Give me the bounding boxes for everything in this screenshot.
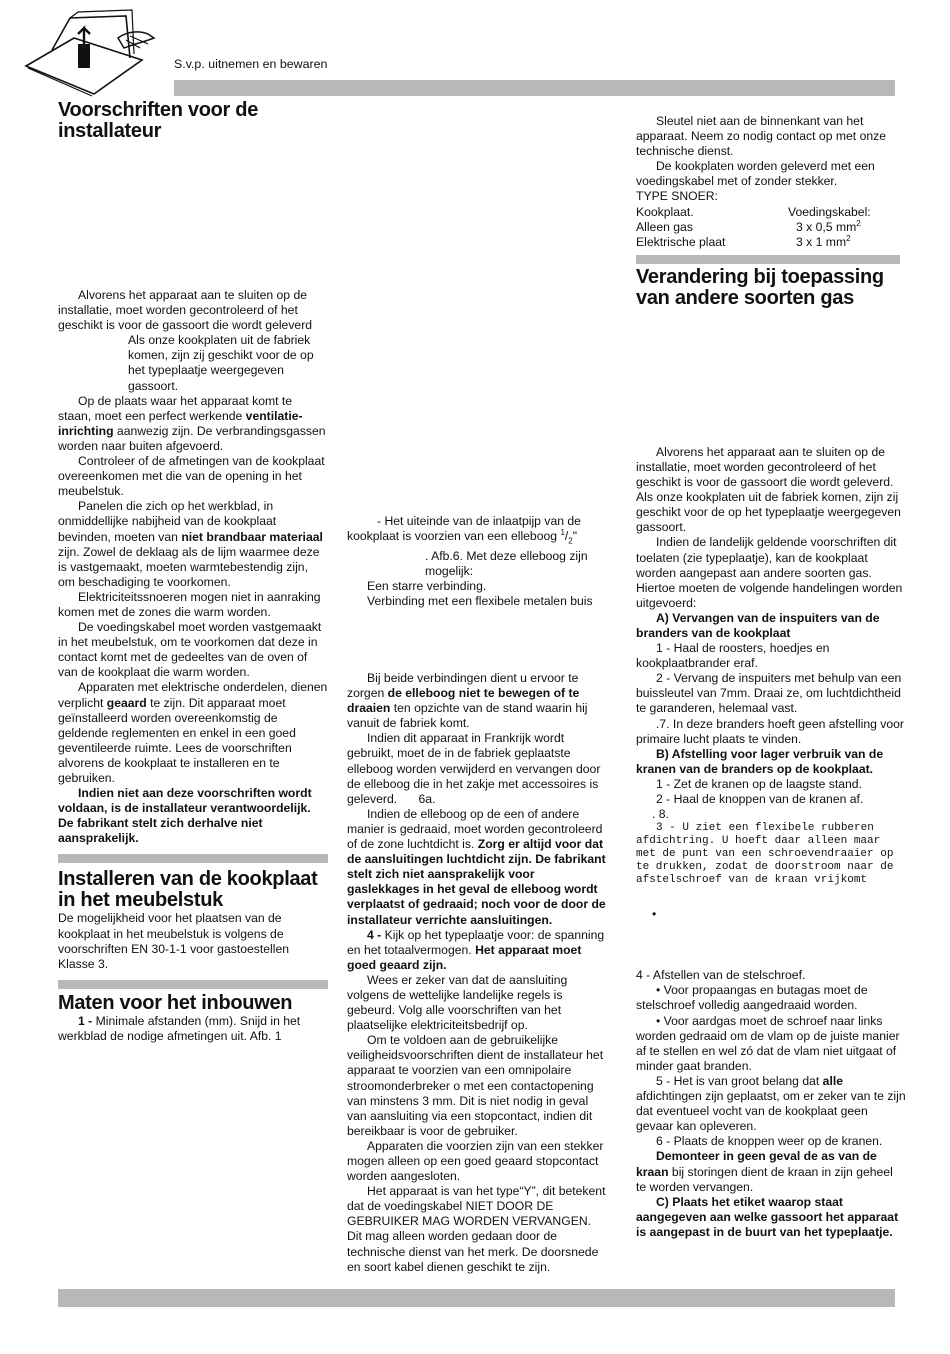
heading-installeren: Installeren van de kookplaat in het meubelstuk bbox=[58, 868, 318, 912]
paragraph: De kookplaten worden geleverd met een voedingskabel met of zonder stekker. bbox=[636, 159, 875, 189]
cable-table bbox=[636, 205, 906, 250]
table-cell: Kookplaat. bbox=[636, 204, 694, 219]
paragraph: 5 - Het is van groot belang dat alle afdichtingen zijn geplaatst, om er zeker van te zijn dat eventueel vocht van de kookplaat geen gevaar kan opleveren. bbox=[636, 1073, 906, 1134]
paragraph: 6 - Plaats de knoppen weer op de kranen. bbox=[656, 1134, 883, 1149]
warning-paragraph: Indien niet aan deze voorschriften wordt voldaan, is de installateur verantwoordelijk. De fabrikant stelt zich derhalve niet aansprakelijk. bbox=[58, 786, 312, 846]
table-cell: Alleen gas bbox=[636, 219, 693, 234]
section-divider-bar bbox=[636, 255, 900, 264]
paragraph: - Het uiteinde van de inlaatpijp van de kookplaat is voorzien van een elleboog $^1/_2$" bbox=[347, 514, 581, 546]
header-note: S.v.p. uitnemen en bewaren bbox=[174, 57, 328, 71]
paragraph: Demonteer in geen geval de as van de kraan bij storingen dient de kraan in zijn geheel te worden vervangen. bbox=[636, 1149, 893, 1194]
paragraph: Wees er zeker van dat de aansluiting volgens de wettelijke landelijke regels is gebeurd. Volg alle voorschriften van het plaatselijke elektriciteitsbedrijf op. bbox=[347, 972, 568, 1033]
paragraph: 4 - Afstellen van de stelschroef. bbox=[636, 968, 806, 983]
paragraph: 1 - Minimale afstanden (mm). Snijd in het werkblad de nodige afmetingen uit. Afb. 1 bbox=[58, 1013, 301, 1043]
subheading: A) Vervangen van de inspuiters van de branders van de kookplaat bbox=[636, 610, 880, 640]
table-cell: 3 x 0,5 $mm^2$ bbox=[796, 218, 861, 234]
heading-verandering: Verandering bij toepassing van andere soorten gas bbox=[636, 265, 884, 309]
paragraph: C) Plaats het etiket waarop staat aangegeven aan welke gassoort het apparaat is aangepast in de buurt van het typeplaatje. bbox=[636, 1194, 899, 1239]
paragraph: Apparaten die voorzien zijn van een stekker mogen alleen op een goed geaard stopcontact worden aangesloten. bbox=[347, 1138, 604, 1184]
right-column bbox=[636, 114, 906, 1240]
middle-column bbox=[347, 514, 609, 1275]
paragraph: Het apparaat is van het type“Y”, dit betekent dat de voedingskabel NIET DOOR DE GEBRUIKER MAG WORDEN VERVANGEN. Dit mag alleen worden gedaan door de technische dienst van het merk. De doorsnede en soort kabel dienen geschikt te zijn. bbox=[347, 1184, 606, 1274]
heading-maten: Maten voor het inbouwen bbox=[58, 991, 293, 1014]
list-item: Verbinding met een flexibele metalen buis bbox=[367, 593, 593, 608]
paragraph: . Afb.6. Met deze elleboog zijn mogelijk: bbox=[425, 548, 588, 578]
paragraph: Apparaten met elektrische onderdelen, dienen verplicht geaard te zijn. Dit apparaat moet geïnstalleerd worden overeenkomstig de geldende reglementen en enkel in een goed geventileerde ruimte. Lees de voorschriften alvorens de kookplaat te installeren en te gebruiken. bbox=[58, 680, 328, 785]
paragraph: Elektriciteitssnoeren mogen niet in aanraking komen met de zones die warm worden. bbox=[58, 589, 321, 619]
paragraph: De mogelijkheid voor het plaatsen van de kookplaat in het meubelstuk is volgens de voorschriften EN 30-1-1 voor gastoestellen Klasse 3. bbox=[58, 911, 290, 971]
paragraph: Controleer of de afmetingen van de kookplaat overeenkomen met die van de opening in het meubelstuk. bbox=[58, 454, 325, 499]
paragraph: 1 - Zet de kranen op de laagste stand. bbox=[656, 776, 862, 791]
paragraph: Panelen die zich op het werkblad, in onmiddellijke nabijheid van de kookplaat bevinden, moeten van niet brandbaar materiaal zijn. Zowel de deklaag als de lijm waarmee deze is vastgemaakt, moeten warmtebestendig zijn, om beschadiging te voorkomen. bbox=[58, 499, 323, 589]
paragraph: Op de plaats waar het apparaat komt te staan, moet een perfect werkende ventilatie-inrichting aanwezig zijn. De verbrandingsgassen worden naar buiten afgevoerd. bbox=[58, 393, 326, 453]
paragraph: 1 - Haal de roosters, hoedjes en kookplaatbrander eraf. bbox=[636, 641, 830, 671]
heading-voorschriften: Voorschriften voor de installateur bbox=[58, 99, 259, 142]
paragraph: Indien de elleboog op de een of andere manier is gedraaid, moet worden gecontroleerd of de zone luchtdicht is. Zorg er altijd voor dat de aansluitingen luchtdicht zijn. De fabrikant stelt zich niet aansprakelijk voor gaslekkages in het geval de elleboog wordt verplaatst of gedraaid; noch voor de door de installateur verrichte aansluitingen. bbox=[347, 806, 606, 927]
table-cell: Voedingskabel: bbox=[788, 204, 871, 219]
hand-book-icon bbox=[22, 8, 162, 100]
paragraph: Indien dit apparaat in Frankrijk wordt gebruikt, moet de in de fabriek geplaatste elleboog worden verwijderd en vervangen door de elleboog die in het zakje met accessoires is geleverd. 6a. bbox=[347, 731, 601, 806]
table-cell: 3 x 1 $mm^2$ bbox=[796, 233, 851, 249]
bullet-marker: • bbox=[652, 907, 657, 922]
paragraph: .7. In deze branders hoeft geen afstelling voor primaire lucht plaats te vinden. bbox=[636, 716, 904, 746]
paragraph: 4 - Kijk op het typeplaatje voor: de spanning en het totaalvermogen. Het apparaat moet goed geaard zijn. bbox=[347, 927, 605, 972]
paragraph: De voedingskabel moet worden vastgemaakt in het meubelstuk, om te voorkomen dat deze in contact komt met de gedeeltes van de oven of van de kookplaat die warm worden. bbox=[58, 620, 322, 680]
section-divider-bar bbox=[58, 854, 328, 863]
subheading: B) Afstelling voor lager verbruik van de kranen van de branders op de kookplaat. bbox=[636, 746, 884, 776]
top-divider-bar bbox=[174, 80, 895, 96]
paragraph: Indien de landelijk geldende voorschriften dit toelaten (zie typeplaatje), kan de kookplaat worden aangepast aan andere soorten gas. Hiertoe moeten de volgende handelingen worden uitgevoerd: bbox=[636, 535, 903, 610]
paragraph: TYPE SNOER: bbox=[636, 189, 718, 204]
section-divider-bar bbox=[58, 980, 328, 989]
bottom-divider-bar bbox=[58, 1289, 895, 1307]
paragraph: 2 - Vervang de inspuiters met behulp van een buissleutel van 7mm. Draai ze, om luchtdichtheid te garanderen, helemaal vast. bbox=[636, 671, 902, 716]
paragraph: 2 - Haal de knoppen van de kranen af. bbox=[656, 792, 864, 806]
paragraph: • Voor propaangas en butagas moet de stelschroef volledig aangedraaid worden. bbox=[636, 983, 868, 1013]
paragraph: Sleutel niet aan de binnenkant van het apparaat. Neem zo nodig contact op met onze technische dienst. bbox=[636, 114, 886, 159]
left-column bbox=[58, 100, 328, 1044]
paragraph: Bij beide verbindingen dient u ervoor te zorgen de elleboog niet te bewegen of te draaien ten opzichte van de stand waarin hij vanuit de fabriek komt. bbox=[347, 671, 588, 731]
paragraph: Om te voldoen aan de gebruikelijke veiligheidsvoorschriften dient de installateur het apparaat te voorzien van een omnipolaire stroomonderbreker o met een contactopening van minstens 3 mm. Dit is niet nodig in geval van aansluiting via een stopcontact, indien dit bereikbaar is voor de gebruiker. bbox=[347, 1033, 604, 1138]
paragraph: . 8. bbox=[652, 807, 669, 822]
paragraph: 3 - U ziet een flexibele rubberen afdichtring. U hoeft daar alleen maar met de punt van een schroevendraaier op te drukken, zodat de doorstroom naar de afstelschroef van de kraan vrijkomt bbox=[636, 822, 894, 887]
paragraph: • Voor aardgas moet de schroef naar links worden gedraaid om de vlam op de juiste manier af te stellen en wel zó dat de vlam niet uitgaat of minder gaat branden. bbox=[636, 1013, 900, 1073]
paragraph: Als onze kookplaten uit de fabriek komen, zijn zij geschikt voor de op het typeplaatje weergegeven gassoort. bbox=[128, 333, 314, 393]
paragraph: Alvorens het apparaat aan te sluiten op de installatie, moet worden gecontroleerd of het geschikt is voor de gassoort die wordt geleverd. Als onze kookplaten uit de fabriek komen, zijn zij geschikt voor de op het typeplaatje weergegeven gassoort. bbox=[636, 444, 901, 535]
table-cell: Elektrische plaat bbox=[636, 234, 726, 249]
paragraph: Alvorens het apparaat aan te sluiten op de installatie, moet worden gecontroleerd of het geschikt is voor de gassoort die wordt geleverd bbox=[58, 288, 313, 333]
list-item: Een starre verbinding. bbox=[367, 578, 487, 593]
